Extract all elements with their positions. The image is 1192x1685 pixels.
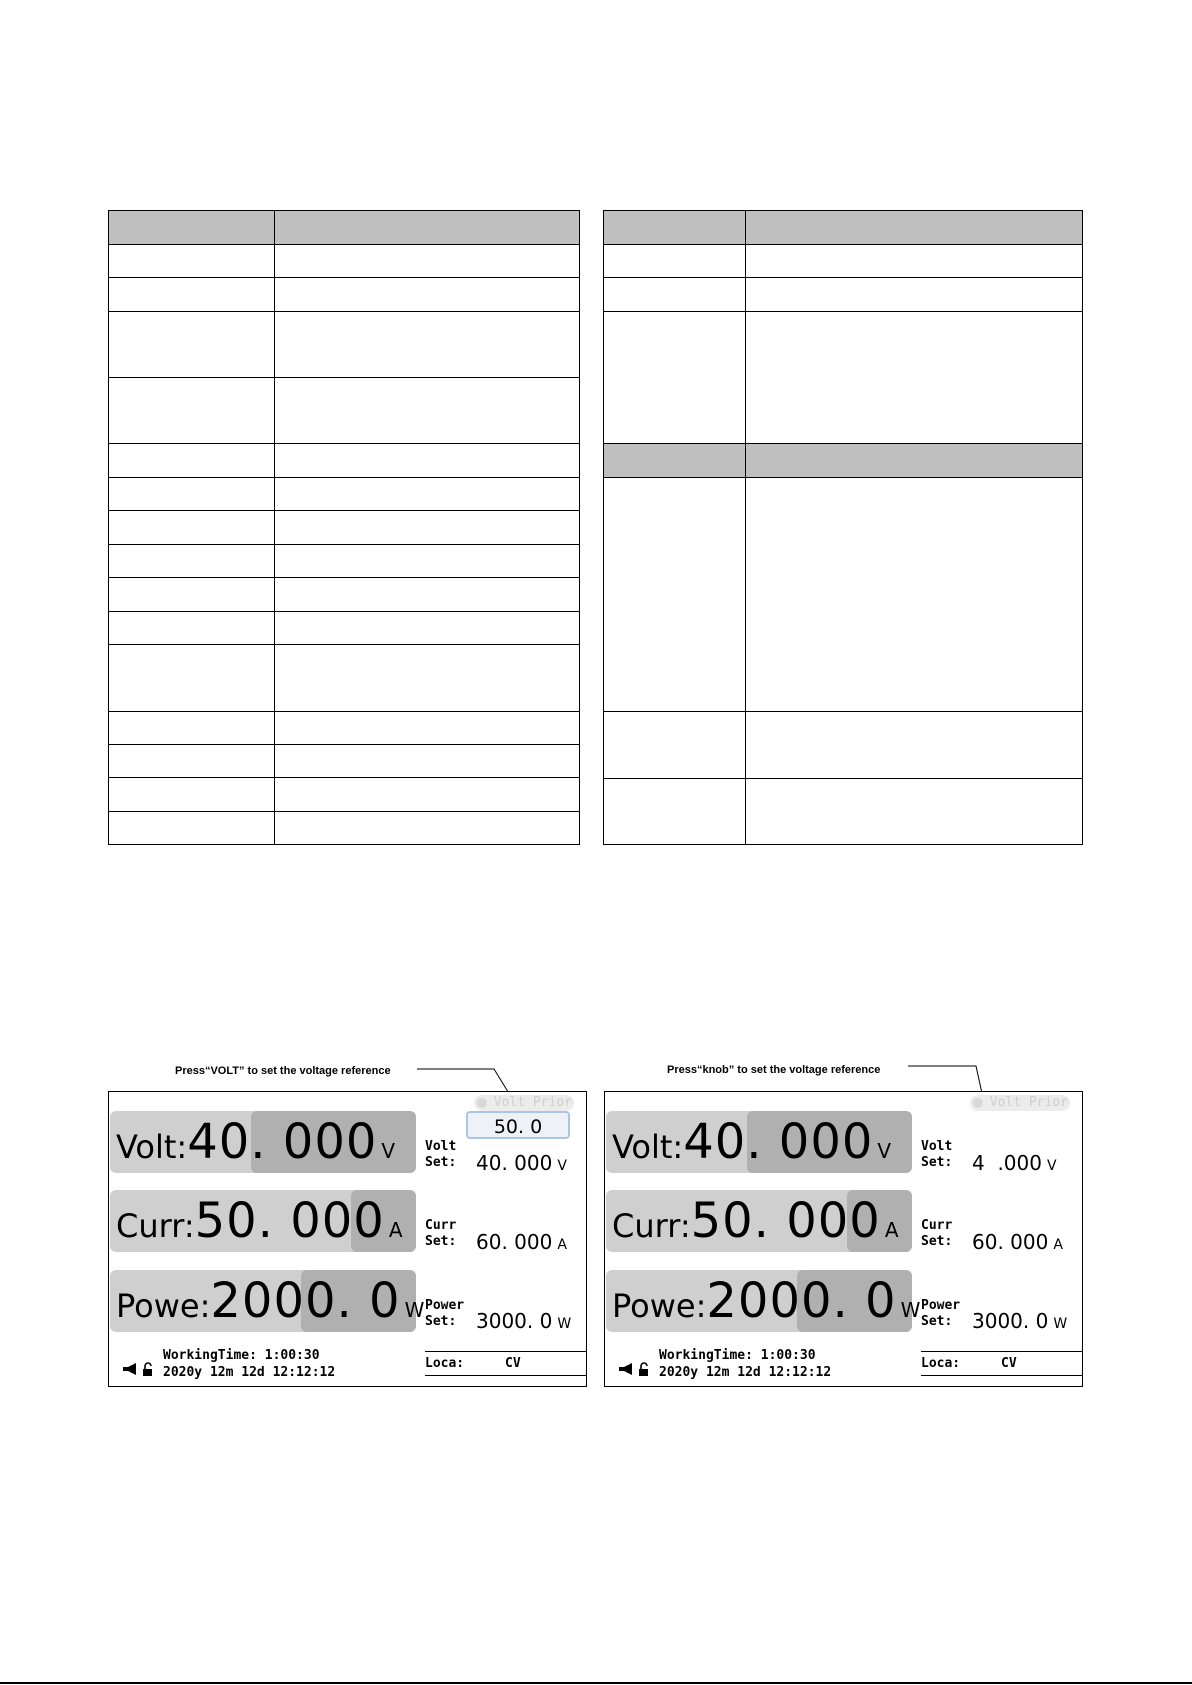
curr-set-label: Curr Set: (425, 1218, 457, 1249)
status-divider (425, 1351, 586, 1352)
readout-label: Curr: (612, 1207, 691, 1245)
voltage-readout (606, 1111, 912, 1173)
readout-value: 2000. 0 (706, 1273, 897, 1329)
status-icons (123, 1362, 155, 1376)
power-set-value[interactable]: 3000. 0 W (476, 1309, 572, 1333)
loca-label: Loca: (425, 1356, 465, 1371)
power-set-label: Power Set: (425, 1298, 465, 1329)
prior-indicator-dot (973, 1098, 983, 1108)
working-time: WorkingTime: 1:00:30 (163, 1348, 320, 1363)
status-divider (921, 1351, 1082, 1352)
volt-set-label: Volt Set: (425, 1139, 457, 1170)
readout-label: Powe: (612, 1287, 707, 1325)
loca-label: Loca: (921, 1356, 961, 1371)
readout-value: 50. 000 (690, 1193, 881, 1249)
readout-label: Volt: (116, 1128, 188, 1166)
readout-value: 2000. 0 (210, 1273, 401, 1329)
power-set-value[interactable]: 3000. 0 W (972, 1309, 1068, 1333)
volt-set-value[interactable]: 4 .000 V (972, 1151, 1057, 1175)
status-divider (425, 1375, 586, 1376)
power-readout (110, 1270, 425, 1332)
readout-unit: W (900, 1298, 921, 1322)
volt-set-value[interactable]: 40. 000 V (476, 1151, 567, 1175)
date-time: 2020y 12m 12d 12:12:12 (163, 1365, 336, 1380)
readout-unit: A (388, 1218, 403, 1242)
unlock-icon (639, 1363, 648, 1376)
volt-prior-badge: Volt Prior (970, 1095, 1070, 1111)
voltage-entry-box[interactable]: 50. 0 (466, 1111, 570, 1139)
readout-value: 40. 000 (683, 1114, 874, 1170)
readout-label: Curr: (116, 1207, 195, 1245)
curr-set-value[interactable]: 60. 000 A (972, 1230, 1063, 1254)
annotation-knob: Press“knob” to set the voltage reference (667, 1064, 881, 1076)
device-screen-right (604, 1091, 1083, 1387)
readout-value: 40. 000 (187, 1114, 378, 1170)
voltage-readout (110, 1111, 416, 1173)
speaker-icon (123, 1363, 136, 1375)
readout-unit: W (404, 1298, 425, 1322)
power-set-label: Power Set: (921, 1298, 961, 1329)
current-readout (110, 1190, 416, 1252)
readout-label: Powe: (116, 1287, 211, 1325)
mode-indicator: CV (1001, 1356, 1017, 1371)
curr-set-value[interactable]: 60. 000 A (476, 1230, 567, 1254)
mode-indicator: CV (505, 1356, 521, 1371)
readout-value: 50. 000 (194, 1193, 385, 1249)
unlock-icon (143, 1363, 152, 1376)
current-readout (606, 1190, 912, 1252)
date-time: 2020y 12m 12d 12:12:12 (659, 1365, 832, 1380)
readout-label: Volt: (612, 1128, 684, 1166)
readout-unit: V (877, 1139, 892, 1163)
volt-prior-badge: Volt Prior (474, 1095, 574, 1111)
speaker-icon (619, 1363, 632, 1375)
device-screen-left (108, 1091, 587, 1387)
status-icons (619, 1362, 651, 1376)
page-footer-rule (0, 1682, 1192, 1684)
working-time: WorkingTime: 1:00:30 (659, 1348, 816, 1363)
prior-indicator-dot (477, 1098, 487, 1108)
readout-unit: A (884, 1218, 899, 1242)
power-readout (606, 1270, 921, 1332)
curr-set-label: Curr Set: (921, 1218, 953, 1249)
volt-set-label: Volt Set: (921, 1139, 953, 1170)
annotation-volt-key: Press“VOLT” to set the voltage reference (175, 1065, 391, 1077)
readout-unit: V (381, 1139, 396, 1163)
status-divider (921, 1375, 1082, 1376)
